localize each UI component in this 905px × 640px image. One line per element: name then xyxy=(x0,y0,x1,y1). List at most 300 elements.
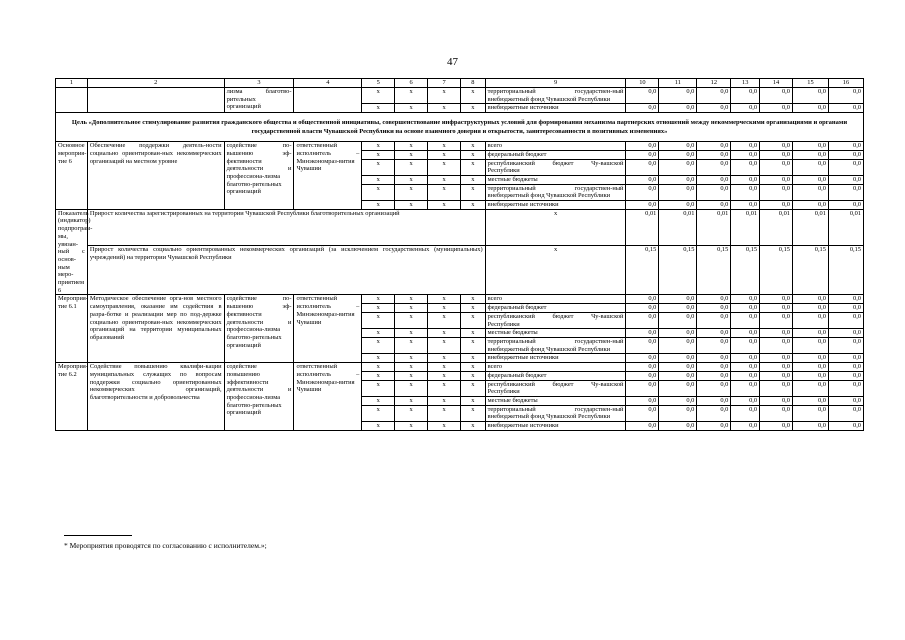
value-cell: 0,0 xyxy=(731,312,760,328)
mark-cell: x xyxy=(362,363,395,372)
value-cell: 0,0 xyxy=(760,201,793,210)
value-cell: 0,0 xyxy=(760,312,793,328)
value-cell: 0,0 xyxy=(792,142,828,151)
value-cell: 0,0 xyxy=(792,329,828,338)
value-cell: 0,0 xyxy=(828,295,863,304)
value-cell: 0,0 xyxy=(760,396,793,405)
mark-cell: x xyxy=(428,329,461,338)
event-goal-cell: содействие повышению эффективности деятельности и профессиона-лизма благотво-рительных организаций xyxy=(224,363,294,431)
value-cell: 0,0 xyxy=(731,142,760,151)
mark-cell: x xyxy=(428,312,461,328)
mark-cell: x xyxy=(362,405,395,421)
mark-cell: x xyxy=(395,396,428,405)
value-cell: 0,0 xyxy=(731,304,760,313)
event-description-cell: Методическое обеспечение орга-нов местного самоуправления, оказание им содействия в разра-ботке и реализации мер по под-держке социально ориентирован-ных некоммерческих организаций на территории муниципальных образований xyxy=(87,295,224,363)
value-cell: 0,0 xyxy=(792,304,828,313)
mark-cell: x xyxy=(428,380,461,396)
value-cell: 0,0 xyxy=(760,304,793,313)
value-cell: 0,15 xyxy=(792,245,828,295)
value-cell: 0,0 xyxy=(731,371,760,380)
mark-cell: x xyxy=(362,88,395,104)
value-cell: 0,0 xyxy=(697,175,731,184)
column-number-cell: 2 xyxy=(87,79,224,88)
value-cell: 0,0 xyxy=(697,422,731,431)
column-number-cell: 4 xyxy=(294,79,362,88)
column-number-cell: 15 xyxy=(792,79,828,88)
value-cell: 0,0 xyxy=(792,380,828,396)
value-cell: 0,0 xyxy=(697,371,731,380)
value-cell: 0,0 xyxy=(792,295,828,304)
table-row xyxy=(56,295,864,304)
value-cell: 0,0 xyxy=(626,295,659,304)
value-cell: 0,0 xyxy=(828,363,863,372)
mark-cell: x xyxy=(362,295,395,304)
funding-source-cell: внебюджетные источники xyxy=(485,201,626,210)
value-cell: 0,0 xyxy=(626,380,659,396)
mark-cell: x xyxy=(460,150,485,159)
value-cell: 0,0 xyxy=(697,295,731,304)
value-cell: 0,0 xyxy=(792,312,828,328)
table-row xyxy=(56,363,864,372)
mark-cell: x xyxy=(362,354,395,363)
value-cell: 0,0 xyxy=(792,184,828,200)
value-cell: 0,0 xyxy=(792,150,828,159)
value-cell: 0,0 xyxy=(659,159,697,175)
value-cell: 0,0 xyxy=(760,295,793,304)
mark-cell: x xyxy=(395,363,428,372)
mark-cell: x xyxy=(362,201,395,210)
value-cell: 0,0 xyxy=(659,304,697,313)
mark-cell: x xyxy=(460,363,485,372)
mark-cell: x xyxy=(428,422,461,431)
budget-table xyxy=(55,78,864,431)
value-cell: 0,0 xyxy=(697,201,731,210)
mark-cell: x xyxy=(460,312,485,328)
value-cell: 0,0 xyxy=(659,104,697,113)
value-cell: 0,0 xyxy=(760,337,793,353)
funding-source-cell: внебюджетные источники xyxy=(485,104,626,113)
funding-source-cell: внебюджетные источники xyxy=(485,354,626,363)
column-number-cell: 7 xyxy=(428,79,461,88)
mark-cell: x xyxy=(460,422,485,431)
value-cell: 0,0 xyxy=(659,201,697,210)
value-cell: 0,01 xyxy=(626,209,659,245)
mark-cell: x xyxy=(460,337,485,353)
event-name-cell: Мероприя-тие 6.2 xyxy=(56,363,88,431)
value-cell: 0,0 xyxy=(760,159,793,175)
value-cell: 0,0 xyxy=(731,184,760,200)
value-cell: 0,0 xyxy=(697,150,731,159)
value-cell: 0,0 xyxy=(697,329,731,338)
value-cell: 0,15 xyxy=(760,245,793,295)
value-cell: 0,01 xyxy=(697,209,731,245)
value-cell: 0,0 xyxy=(731,159,760,175)
mark-cell: x xyxy=(460,201,485,210)
column-number-cell: 9 xyxy=(485,79,626,88)
value-cell: 0,0 xyxy=(697,363,731,372)
mark-cell: x xyxy=(395,380,428,396)
mark-cell: x xyxy=(485,209,626,245)
value-cell: 0,0 xyxy=(792,405,828,421)
empty-cell xyxy=(56,88,88,113)
funding-source-cell: местные бюджеты xyxy=(485,329,626,338)
value-cell: 0,0 xyxy=(626,405,659,421)
value-cell: 0,0 xyxy=(659,337,697,353)
footnote: * Мероприятия проводятся по согласованию с исполнителем.»; xyxy=(64,541,267,550)
value-cell: 0,01 xyxy=(731,209,760,245)
mark-cell: x xyxy=(395,142,428,151)
value-cell: 0,0 xyxy=(659,371,697,380)
mark-cell: x xyxy=(460,380,485,396)
value-cell: 0,0 xyxy=(760,88,793,104)
mark-cell: x xyxy=(362,380,395,396)
mark-cell: x xyxy=(460,396,485,405)
mark-cell: x xyxy=(460,88,485,104)
funding-source-cell: местные бюджеты xyxy=(485,175,626,184)
mark-cell: x xyxy=(460,329,485,338)
mark-cell: x xyxy=(428,142,461,151)
value-cell: 0,0 xyxy=(697,104,731,113)
responsible-cell: ответственный исполнитель – Минэкономраз-вития Чувашии xyxy=(294,363,362,431)
funding-source-cell: территориальный государствен-ный внебюджетный фонд Чувашской Республики xyxy=(485,405,626,421)
indicator-text-cell: Прирост количества социально ориентированных некоммерческих организаций (за исключением государственных (муниципальных) учреждений) на территории Чувашской Республики xyxy=(87,245,485,295)
mark-cell: x xyxy=(395,201,428,210)
column-number-cell: 3 xyxy=(224,79,294,88)
column-number-cell: 5 xyxy=(362,79,395,88)
column-number-cell: 14 xyxy=(760,79,793,88)
funding-source-cell: республиканский бюджет Чу-вашской Республики xyxy=(485,159,626,175)
mark-cell: x xyxy=(428,295,461,304)
value-cell: 0,0 xyxy=(659,422,697,431)
mark-cell: x xyxy=(362,337,395,353)
header-row xyxy=(56,79,864,88)
footnote-separator xyxy=(64,535,132,536)
value-cell: 0,0 xyxy=(828,405,863,421)
mark-cell: x xyxy=(395,405,428,421)
value-cell: 0,0 xyxy=(697,380,731,396)
mark-cell: x xyxy=(428,304,461,313)
mark-cell: x xyxy=(460,104,485,113)
value-cell: 0,0 xyxy=(828,422,863,431)
value-cell: 0,0 xyxy=(760,380,793,396)
value-cell: 0,0 xyxy=(828,396,863,405)
value-cell: 0,0 xyxy=(731,354,760,363)
mark-cell: x xyxy=(428,150,461,159)
value-cell: 0,0 xyxy=(659,396,697,405)
mark-cell: x xyxy=(428,104,461,113)
goal-cell: лизма благотво-рительных организаций xyxy=(224,88,294,113)
mark-cell: x xyxy=(395,371,428,380)
mark-cell: x xyxy=(460,371,485,380)
value-cell: 0,0 xyxy=(697,396,731,405)
empty-cell xyxy=(87,88,224,113)
value-cell: 0,0 xyxy=(626,159,659,175)
value-cell: 0,0 xyxy=(760,363,793,372)
value-cell: 0,0 xyxy=(659,150,697,159)
empty-cell xyxy=(294,88,362,113)
mark-cell: x xyxy=(395,175,428,184)
mark-cell: x xyxy=(395,150,428,159)
value-cell: 0,0 xyxy=(792,159,828,175)
value-cell: 0,0 xyxy=(760,354,793,363)
value-cell: 0,0 xyxy=(697,304,731,313)
value-cell: 0,0 xyxy=(731,337,760,353)
mark-cell: x xyxy=(485,245,626,295)
value-cell: 0,0 xyxy=(659,312,697,328)
value-cell: 0,0 xyxy=(659,175,697,184)
event-goal-cell: содействие по-вышению эф-фективности деятельности и профессиона-лизма благотво-рительных организаций xyxy=(224,295,294,363)
value-cell: 0,0 xyxy=(626,337,659,353)
value-cell: 0,0 xyxy=(626,184,659,200)
mark-cell: x xyxy=(395,184,428,200)
value-cell: 0,0 xyxy=(731,422,760,431)
funding-source-cell: всего xyxy=(485,363,626,372)
value-cell: 0,01 xyxy=(828,209,863,245)
value-cell: 0,0 xyxy=(760,184,793,200)
funding-source-cell: республиканский бюджет Чу-вашской Республики xyxy=(485,312,626,328)
value-cell: 0,0 xyxy=(626,363,659,372)
value-cell: 0,0 xyxy=(828,329,863,338)
mark-cell: x xyxy=(460,405,485,421)
value-cell: 0,0 xyxy=(626,142,659,151)
value-cell: 0,0 xyxy=(697,159,731,175)
value-cell: 0,0 xyxy=(828,159,863,175)
event-description-cell: Содействие повышению квалифи-кации муниципальных служащих по вопросам поддержки социально ориентированных некоммерческих организаций, благотворительности и добровольчества xyxy=(87,363,224,431)
mark-cell: x xyxy=(395,337,428,353)
funding-source-cell: внебюджетные источники xyxy=(485,422,626,431)
column-number-cell: 6 xyxy=(395,79,428,88)
value-cell: 0,15 xyxy=(731,245,760,295)
goal-row xyxy=(56,113,864,142)
value-cell: 0,0 xyxy=(659,184,697,200)
mark-cell: x xyxy=(460,304,485,313)
column-number-cell: 11 xyxy=(659,79,697,88)
mark-cell: x xyxy=(362,329,395,338)
mark-cell: x xyxy=(428,88,461,104)
mark-cell: x xyxy=(395,329,428,338)
mark-cell: x xyxy=(460,175,485,184)
mark-cell: x xyxy=(395,88,428,104)
column-number-cell: 10 xyxy=(626,79,659,88)
responsible-cell: ответственный исполнитель – Минэкономраз-вития Чувашии xyxy=(294,295,362,363)
funding-source-cell: территориальный государствен-ный внебюджетный фонд Чувашской Республики xyxy=(485,184,626,200)
indicator-row xyxy=(56,245,864,295)
value-cell: 0,0 xyxy=(659,295,697,304)
goal-title: Цель «Дополнительное стимулирование развития гражданского общества и общественной инициативы, совершенствование инфраструктурных условий для формирования механизма партнерских отношений между некоммерческими организациями и органами государственной власти Чувашской Республики на основе взаимного доверия и открытости, заинтересованности в позитивных изменениях» xyxy=(56,113,864,142)
value-cell: 0,0 xyxy=(697,88,731,104)
value-cell: 0,0 xyxy=(659,329,697,338)
value-cell: 0,0 xyxy=(760,371,793,380)
value-cell: 0,0 xyxy=(626,312,659,328)
mark-cell: x xyxy=(428,363,461,372)
value-cell: 0,0 xyxy=(626,175,659,184)
mark-cell: x xyxy=(395,304,428,313)
mark-cell: x xyxy=(395,312,428,328)
funding-source-cell: местные бюджеты xyxy=(485,396,626,405)
indicator-label-cell: Показатель (индикатор) подпрограм-мы, увязан-ный с основ-ным меро-приятием 6 xyxy=(56,209,88,295)
value-cell: 0,0 xyxy=(731,88,760,104)
mark-cell: x xyxy=(428,175,461,184)
value-cell: 0,01 xyxy=(760,209,793,245)
mark-cell: x xyxy=(428,396,461,405)
value-cell: 0,0 xyxy=(731,380,760,396)
value-cell: 0,0 xyxy=(731,396,760,405)
value-cell: 0,0 xyxy=(828,150,863,159)
value-cell: 0,0 xyxy=(792,354,828,363)
value-cell: 0,0 xyxy=(626,422,659,431)
table-row xyxy=(56,142,864,151)
value-cell: 0,0 xyxy=(626,371,659,380)
value-cell: 0,0 xyxy=(760,104,793,113)
value-cell: 0,0 xyxy=(697,354,731,363)
value-cell: 0,0 xyxy=(697,142,731,151)
page-number: 47 xyxy=(447,56,458,68)
event-name-cell: Мероприя-тие 6.1 xyxy=(56,295,88,363)
mark-cell: x xyxy=(362,175,395,184)
value-cell: 0,0 xyxy=(792,422,828,431)
mark-cell: x xyxy=(362,422,395,431)
value-cell: 0,0 xyxy=(760,405,793,421)
event-goal-cell: содействие по-вышению эф-фективности деятельности и профессиона-лизма благотво-рительных организаций xyxy=(224,142,294,210)
funding-source-cell: федеральный бюджет xyxy=(485,371,626,380)
mark-cell: x xyxy=(428,371,461,380)
funding-source-cell: республиканский бюджет Чу-вашской Республики xyxy=(485,380,626,396)
mark-cell: x xyxy=(428,184,461,200)
value-cell: 0,0 xyxy=(659,88,697,104)
value-cell: 0,0 xyxy=(626,150,659,159)
value-cell: 0,0 xyxy=(828,337,863,353)
mark-cell: x xyxy=(362,396,395,405)
value-cell: 0,0 xyxy=(828,104,863,113)
value-cell: 0,0 xyxy=(760,329,793,338)
value-cell: 0,0 xyxy=(697,312,731,328)
value-cell: 0,0 xyxy=(731,201,760,210)
value-cell: 0,0 xyxy=(828,175,863,184)
value-cell: 0,0 xyxy=(792,363,828,372)
mark-cell: x xyxy=(362,150,395,159)
value-cell: 0,0 xyxy=(731,150,760,159)
mark-cell: x xyxy=(362,304,395,313)
value-cell: 0,0 xyxy=(792,104,828,113)
mark-cell: x xyxy=(395,104,428,113)
column-number-cell: 16 xyxy=(828,79,863,88)
value-cell: 0,0 xyxy=(659,142,697,151)
mark-cell: x xyxy=(395,422,428,431)
value-cell: 0,0 xyxy=(659,380,697,396)
funding-source-cell: федеральный бюджет xyxy=(485,150,626,159)
value-cell: 0,0 xyxy=(626,88,659,104)
column-number-cell: 12 xyxy=(697,79,731,88)
value-cell: 0,0 xyxy=(792,88,828,104)
mark-cell: x xyxy=(460,142,485,151)
value-cell: 0,0 xyxy=(731,104,760,113)
value-cell: 0,0 xyxy=(626,201,659,210)
value-cell: 0,0 xyxy=(828,354,863,363)
value-cell: 0,0 xyxy=(828,184,863,200)
mark-cell: x xyxy=(428,159,461,175)
value-cell: 0,0 xyxy=(697,184,731,200)
funding-source-cell: всего xyxy=(485,142,626,151)
mark-cell: x xyxy=(428,354,461,363)
mark-cell: x xyxy=(460,159,485,175)
mark-cell: x xyxy=(460,354,485,363)
value-cell: 0,0 xyxy=(792,396,828,405)
value-cell: 0,0 xyxy=(731,295,760,304)
value-cell: 0,0 xyxy=(731,405,760,421)
value-cell: 0,0 xyxy=(828,88,863,104)
value-cell: 0,0 xyxy=(626,329,659,338)
mark-cell: x xyxy=(428,405,461,421)
value-cell: 0,0 xyxy=(792,175,828,184)
value-cell: 0,0 xyxy=(626,396,659,405)
mark-cell: x xyxy=(460,295,485,304)
value-cell: 0,0 xyxy=(659,405,697,421)
value-cell: 0,0 xyxy=(731,363,760,372)
column-number-cell: 13 xyxy=(731,79,760,88)
value-cell: 0,0 xyxy=(828,371,863,380)
value-cell: 0,15 xyxy=(828,245,863,295)
value-cell: 0,0 xyxy=(626,304,659,313)
mark-cell: x xyxy=(362,371,395,380)
column-number-cell: 8 xyxy=(460,79,485,88)
value-cell: 0,0 xyxy=(828,304,863,313)
value-cell: 0,0 xyxy=(760,150,793,159)
value-cell: 0,0 xyxy=(731,329,760,338)
event-description-cell: Обеспечение поддержки деятель-ности социально ориентирован-ных некоммерческих организаций на местном уровне xyxy=(87,142,224,210)
value-cell: 0,0 xyxy=(828,312,863,328)
table-row xyxy=(56,88,864,104)
value-cell: 0,0 xyxy=(760,142,793,151)
mark-cell: x xyxy=(460,184,485,200)
value-cell: 0,0 xyxy=(792,201,828,210)
value-cell: 0,0 xyxy=(792,371,828,380)
indicator-row xyxy=(56,209,864,245)
value-cell: 0,15 xyxy=(626,245,659,295)
mark-cell: x xyxy=(428,201,461,210)
value-cell: 0,15 xyxy=(659,245,697,295)
mark-cell: x xyxy=(362,104,395,113)
mark-cell: x xyxy=(395,295,428,304)
funding-source-cell: всего xyxy=(485,295,626,304)
value-cell: 0,0 xyxy=(828,380,863,396)
value-cell: 0,01 xyxy=(659,209,697,245)
value-cell: 0,0 xyxy=(792,337,828,353)
funding-source-cell: территориальный государствен-ный внебюджетный фонд Чувашской Республики xyxy=(485,88,626,104)
mark-cell: x xyxy=(428,337,461,353)
value-cell: 0,01 xyxy=(792,209,828,245)
mark-cell: x xyxy=(395,159,428,175)
value-cell: 0,0 xyxy=(828,142,863,151)
value-cell: 0,0 xyxy=(731,175,760,184)
responsible-cell: ответственный исполнитель – Минэкономраз-вития Чувашии xyxy=(294,142,362,210)
value-cell: 0,0 xyxy=(828,201,863,210)
funding-source-cell: территориальный государствен-ный внебюджетный фонд Чувашской Республики xyxy=(485,337,626,353)
mark-cell: x xyxy=(395,354,428,363)
value-cell: 0,15 xyxy=(697,245,731,295)
value-cell: 0,0 xyxy=(626,104,659,113)
mark-cell: x xyxy=(362,312,395,328)
value-cell: 0,0 xyxy=(697,405,731,421)
value-cell: 0,0 xyxy=(626,354,659,363)
indicator-text-cell: Прирост количества зарегистрированных на территории Чувашской Республики благотворительных организаций xyxy=(87,209,485,245)
mark-cell: x xyxy=(362,184,395,200)
value-cell: 0,0 xyxy=(760,175,793,184)
mark-cell: x xyxy=(362,159,395,175)
value-cell: 0,0 xyxy=(659,363,697,372)
value-cell: 0,0 xyxy=(659,354,697,363)
event-name-cell: Основное мероприя-тие 6 xyxy=(56,142,88,210)
mark-cell: x xyxy=(362,142,395,151)
